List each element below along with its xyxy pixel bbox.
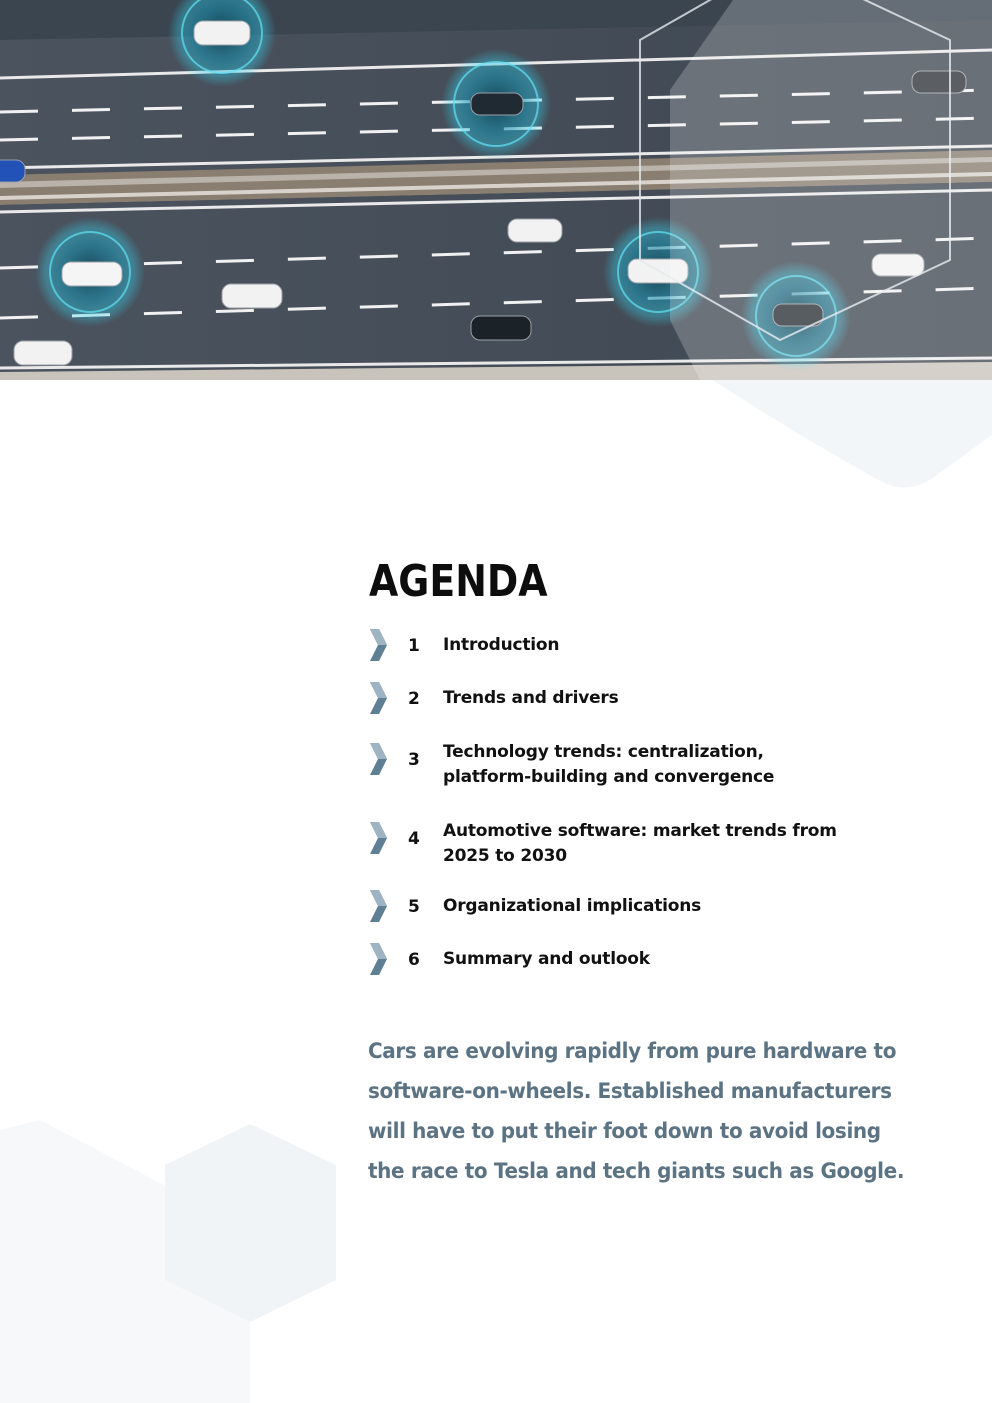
agenda-number: 6 [408, 950, 420, 970]
chevron-right-icon [366, 628, 390, 662]
agenda-number: 1 [408, 636, 420, 656]
agenda-label: Technology trends: centralization, platform-building and convergence [443, 742, 775, 787]
page-title: AGENDA [369, 556, 548, 607]
agenda-item-1 [366, 628, 926, 688]
agenda-item-4 [366, 821, 926, 881]
agenda-item-6 [366, 942, 926, 1002]
chevron-right-icon [366, 821, 390, 855]
hero-image [0, 0, 992, 380]
chevron-right-icon [366, 742, 390, 776]
agenda-label: Introduction [443, 635, 560, 655]
decorative-hexagon-bottom [0, 1110, 360, 1403]
chevron-right-icon [366, 942, 390, 976]
agenda-number: 2 [408, 689, 420, 709]
chevron-right-icon [366, 681, 390, 715]
agenda-number: 3 [408, 750, 420, 770]
decorative-hexagon-top [0, 380, 992, 510]
agenda-item-5 [366, 889, 926, 949]
agenda-label: Automotive software: market trends from 2025 to 2030 [443, 821, 837, 866]
agenda-label: Organizational implications [443, 896, 702, 916]
agenda-label: Trends and drivers [443, 688, 619, 708]
agenda-item-3 [366, 742, 926, 802]
chevron-right-icon [366, 889, 390, 923]
intro-paragraph: Cars are evolving rapidly from pure hardware to software-on-wheels. Established manufacturers will have to put their foot down to avoid losing the race to Tesla and tech giants such as Google. [368, 1039, 905, 1184]
agenda-item-2 [366, 681, 926, 741]
agenda-number: 5 [408, 897, 420, 917]
agenda-number: 4 [408, 829, 420, 849]
agenda-label: Summary and outlook [443, 949, 650, 969]
